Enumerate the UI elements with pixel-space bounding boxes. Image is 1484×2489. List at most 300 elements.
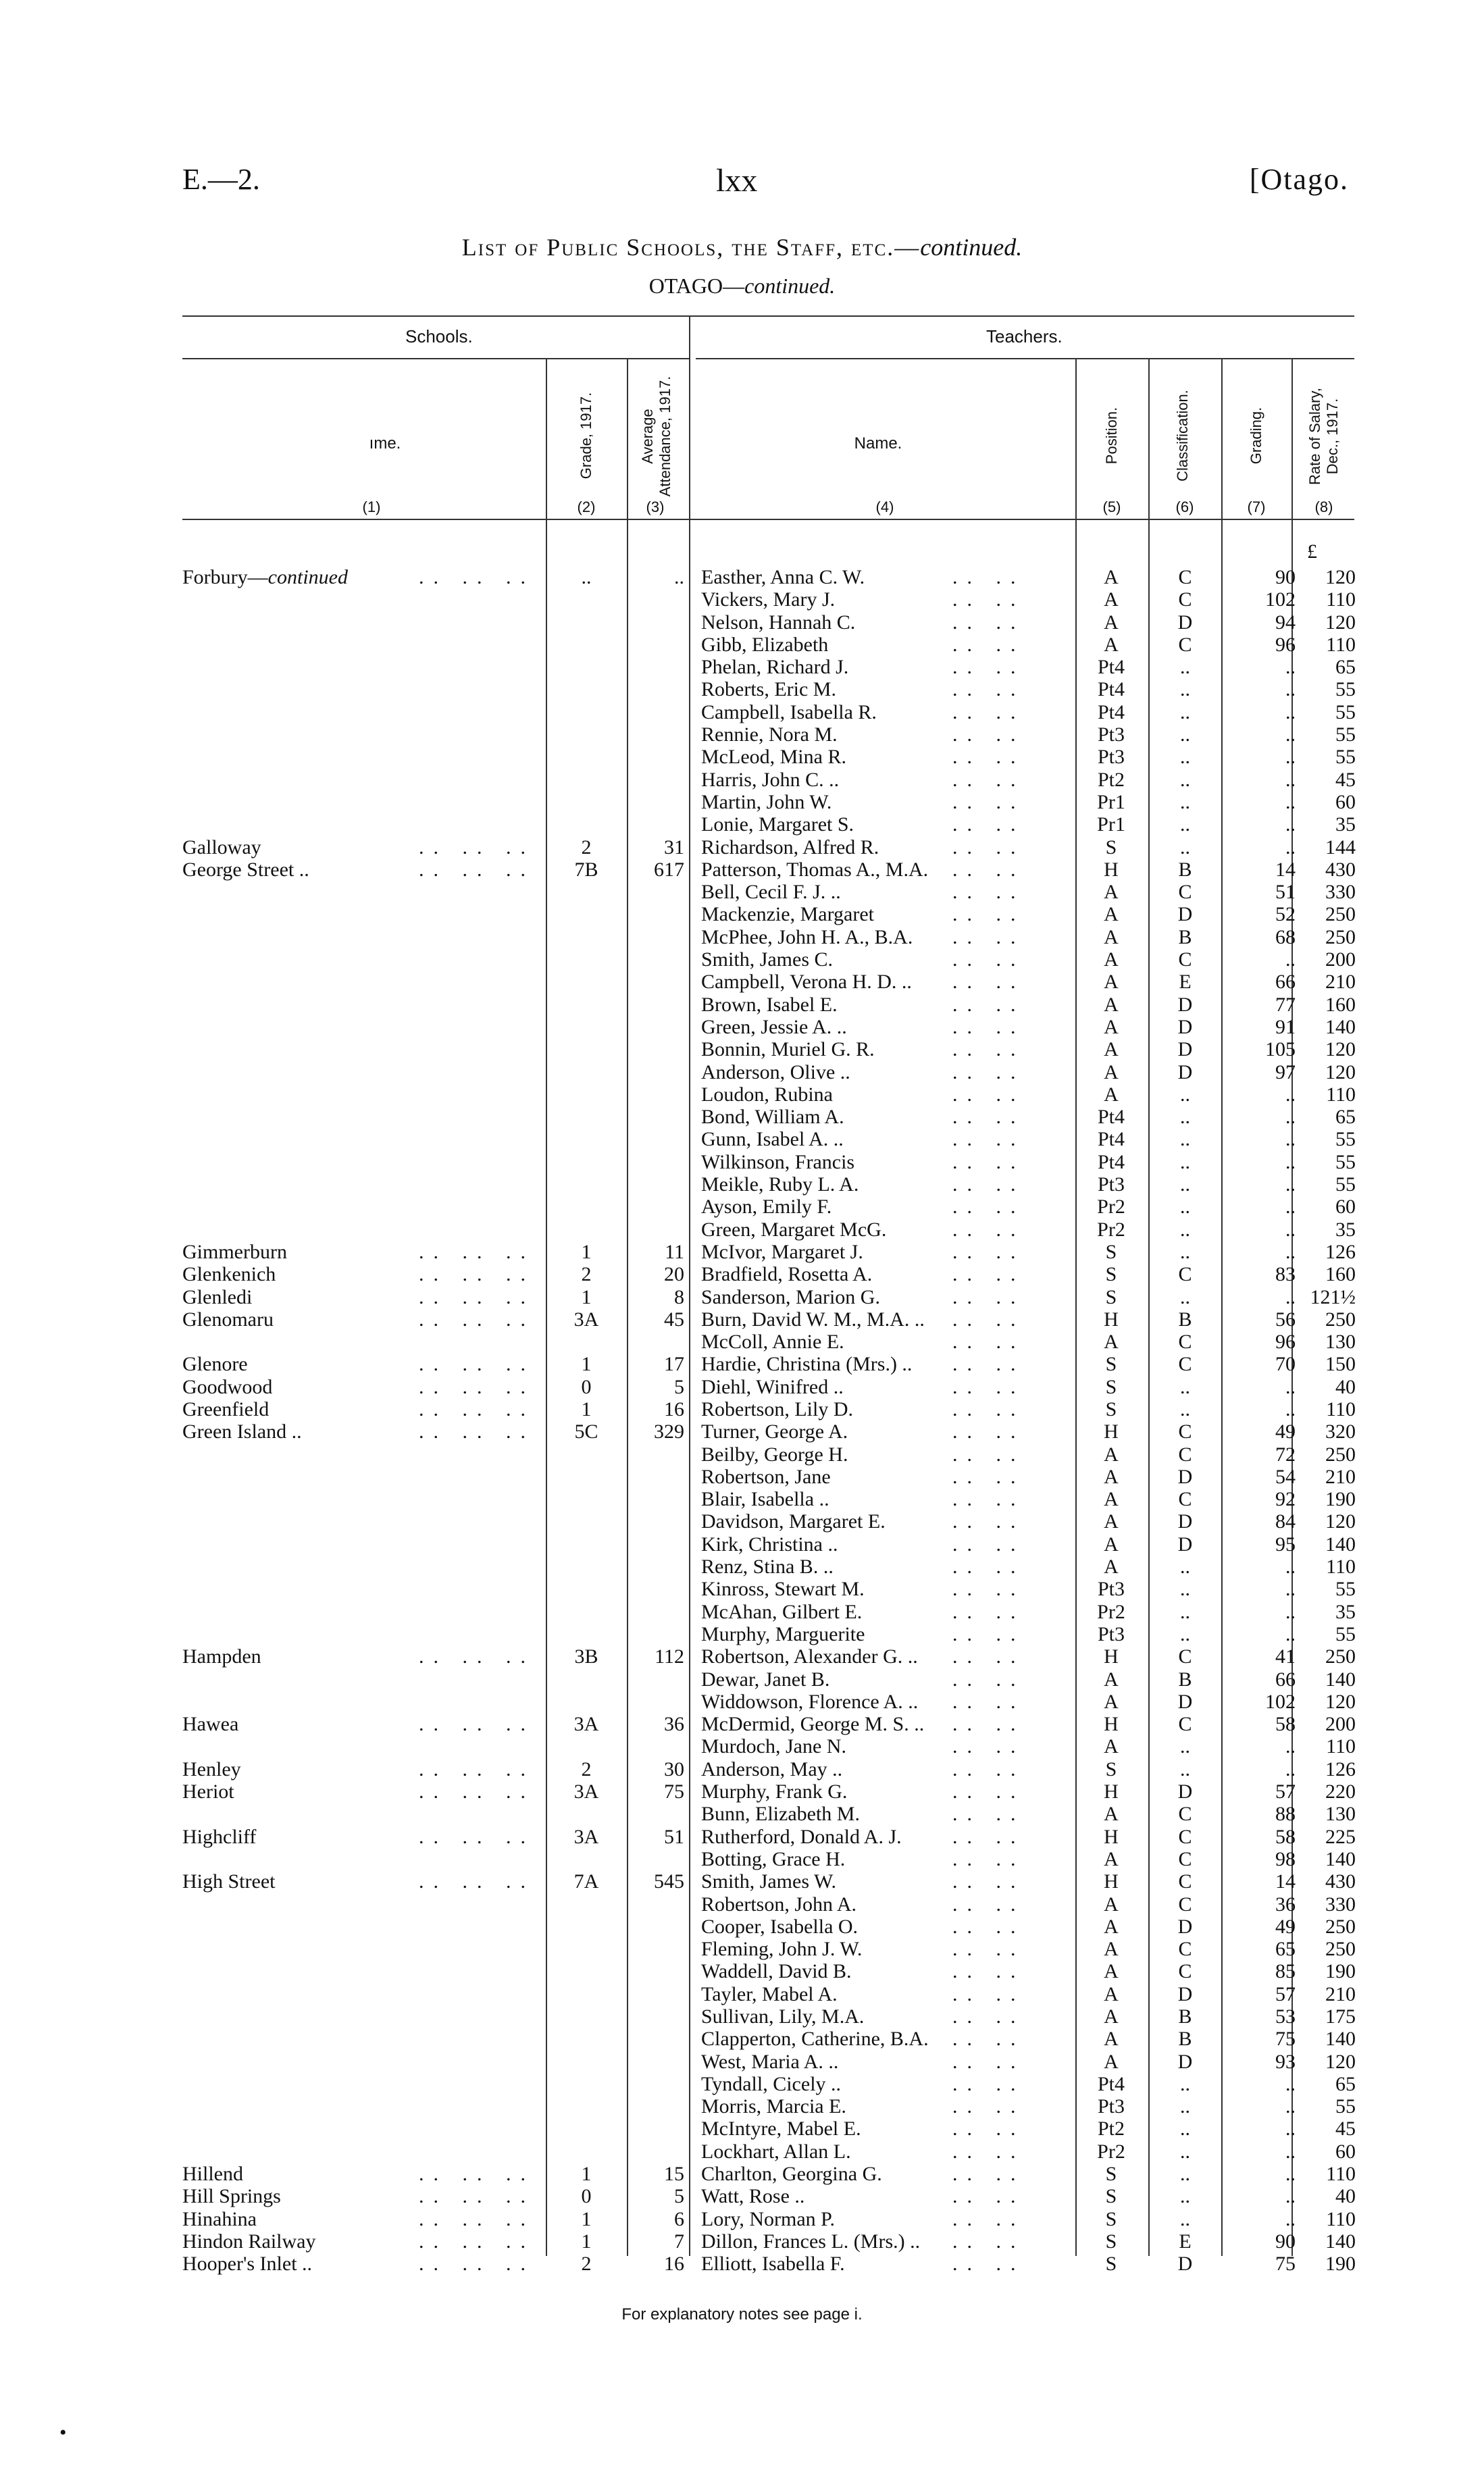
table-row bbox=[0, 1623, 1484, 1645]
teacher-classification: .. bbox=[1180, 813, 1190, 836]
school-grade: 0 bbox=[581, 1375, 592, 1398]
teacher-position: Pt2 bbox=[1097, 2118, 1125, 2140]
salary-rate: 250 bbox=[1325, 1308, 1356, 1331]
salary-rate: 120 bbox=[1325, 566, 1356, 588]
leader-dots: .. .. bbox=[952, 1690, 1025, 1713]
salary-rate: 55 bbox=[1335, 700, 1356, 723]
school-name: George Street .. bbox=[182, 858, 309, 881]
teacher-position: H bbox=[1104, 1713, 1119, 1736]
teacher-position: A bbox=[1104, 1488, 1119, 1511]
leader-dots: .. .. bbox=[952, 1375, 1025, 1398]
teacher-name: West, Maria A. .. bbox=[701, 2050, 839, 2073]
leader-dots: .. .. bbox=[952, 1622, 1025, 1645]
salary-rate: 140 bbox=[1325, 2028, 1356, 2051]
school-name: High Street bbox=[182, 1870, 276, 1893]
table-row bbox=[0, 1826, 1484, 1848]
table-row bbox=[0, 2051, 1484, 2073]
column-number: (4) bbox=[875, 498, 894, 515]
school-name: Goodwood bbox=[182, 1375, 273, 1398]
leader-dots: .. .. bbox=[952, 2095, 1025, 2118]
salary-rate: 210 bbox=[1325, 971, 1356, 994]
teacher-classification: .. bbox=[1180, 1106, 1190, 1129]
teacher-name: Burn, David W. M., M.A. .. bbox=[701, 1308, 925, 1331]
table-row bbox=[0, 1376, 1484, 1398]
teacher-name: Bunn, Elizabeth M. bbox=[701, 1803, 860, 1826]
teacher-position: Pt4 bbox=[1097, 2072, 1125, 2095]
salary-rate: 120 bbox=[1325, 1510, 1356, 1533]
table-row bbox=[0, 1713, 1484, 1735]
column-number: (7) bbox=[1247, 498, 1266, 515]
salary-rate: 160 bbox=[1325, 993, 1356, 1016]
schools-group-heading: Schools. bbox=[405, 326, 473, 347]
teacher-name: Tayler, Mabel A. bbox=[701, 1982, 838, 2005]
teacher-grading: .. bbox=[1285, 790, 1296, 813]
teacher-position: Pr2 bbox=[1097, 2140, 1125, 2163]
page-title bbox=[0, 233, 1484, 261]
leader-dots: .. .. .. bbox=[419, 2185, 535, 2208]
leader-dots: .. .. bbox=[952, 1960, 1025, 1983]
teacher-position: A bbox=[1104, 1668, 1119, 1691]
teacher-position: A bbox=[1104, 1915, 1119, 1938]
table-row bbox=[0, 678, 1484, 700]
leader-dots: .. .. bbox=[952, 1106, 1025, 1129]
salary-rate: 35 bbox=[1335, 813, 1356, 836]
teacher-position: Pt4 bbox=[1097, 656, 1125, 679]
teacher-position: A bbox=[1104, 588, 1119, 611]
teacher-classification: D bbox=[1177, 1533, 1193, 1556]
leader-dots: .. .. .. bbox=[419, 2230, 535, 2253]
teacher-grading: .. bbox=[1285, 2140, 1296, 2163]
page-subtitle-continued: continued. bbox=[744, 274, 836, 298]
school-name: Glenledi bbox=[182, 1285, 253, 1308]
teacher-classification: .. bbox=[1180, 700, 1190, 723]
teacher-classification: .. bbox=[1180, 746, 1190, 769]
average-attendance: 15 bbox=[664, 2163, 684, 2186]
table-row bbox=[0, 1780, 1484, 1803]
salary-rate: 144 bbox=[1325, 836, 1356, 858]
teacher-grading: 41 bbox=[1275, 1645, 1296, 1668]
teacher-position: A bbox=[1104, 1015, 1119, 1038]
teacher-grading: .. bbox=[1285, 656, 1296, 679]
teacher-classification: .. bbox=[1180, 2095, 1190, 2118]
table-row bbox=[0, 1106, 1484, 1128]
school-grade: 0 bbox=[581, 2185, 592, 2208]
average-attendance: 5 bbox=[674, 2185, 684, 2208]
teacher-classification: C bbox=[1178, 881, 1192, 904]
region-label: [Otago. bbox=[1249, 163, 1349, 196]
teacher-grading: .. bbox=[1285, 746, 1296, 769]
table-row bbox=[0, 1218, 1484, 1241]
teacher-name: Widdowson, Florence A. .. bbox=[701, 1690, 919, 1713]
teacher-grading: 88 bbox=[1275, 1803, 1296, 1826]
school-grade: 2 bbox=[581, 836, 592, 858]
table-row bbox=[0, 588, 1484, 611]
teacher-classification: C bbox=[1178, 1420, 1192, 1443]
teacher-grading: 72 bbox=[1275, 1443, 1296, 1466]
school-name: Forbury—continued bbox=[182, 566, 348, 588]
teacher-position: A bbox=[1104, 633, 1119, 656]
school-grade: 3B bbox=[574, 1645, 598, 1668]
salary-rate: 110 bbox=[1326, 633, 1356, 656]
teacher-name: Watt, Rose .. bbox=[701, 2185, 805, 2208]
teacher-name: Robertson, John A. bbox=[701, 1893, 857, 1916]
salary-rate: 110 bbox=[1326, 1083, 1356, 1106]
teacher-classification: .. bbox=[1180, 2140, 1190, 2163]
teacher-classification: .. bbox=[1180, 678, 1190, 701]
salary-rate: 126 bbox=[1325, 1240, 1356, 1263]
salary-rate: 126 bbox=[1325, 1757, 1356, 1780]
teacher-position: H bbox=[1104, 1825, 1119, 1848]
salary-rate: 45 bbox=[1335, 768, 1356, 791]
teacher-classification: .. bbox=[1180, 656, 1190, 679]
column-number: (8) bbox=[1314, 498, 1333, 515]
teacher-classification: D bbox=[1177, 1982, 1193, 2005]
teacher-grading: 75 bbox=[1275, 2253, 1296, 2276]
leader-dots: .. .. bbox=[952, 948, 1025, 971]
school-name: Hinahina bbox=[182, 2207, 257, 2230]
teacher-grading: 51 bbox=[1275, 881, 1296, 904]
leader-dots: .. .. .. bbox=[419, 1375, 535, 1398]
average-attendance: 617 bbox=[654, 858, 684, 881]
teacher-position: Pr2 bbox=[1097, 1218, 1125, 1241]
teacher-position: Pt4 bbox=[1097, 700, 1125, 723]
teacher-grading: 94 bbox=[1275, 611, 1296, 634]
teacher-name: Kirk, Christina .. bbox=[701, 1533, 838, 1556]
leader-dots: .. .. .. bbox=[419, 2207, 535, 2230]
school-name: Hooper's Inlet .. bbox=[182, 2253, 313, 2276]
leader-dots: .. .. bbox=[952, 588, 1025, 611]
page-title-main: List of Public Schools, the Staff, etc.— bbox=[461, 234, 921, 261]
school-grade: 2 bbox=[581, 1263, 592, 1286]
salary-rate: 65 bbox=[1335, 2072, 1356, 2095]
table-row bbox=[0, 881, 1484, 903]
salary-rate: 55 bbox=[1335, 678, 1356, 701]
teacher-position: H bbox=[1104, 1870, 1119, 1893]
teacher-position: Pt4 bbox=[1097, 1128, 1125, 1151]
table-row bbox=[0, 2208, 1484, 2230]
teacher-position: A bbox=[1104, 611, 1119, 634]
teacher-grading: 54 bbox=[1275, 1465, 1296, 1488]
leader-dots: .. .. bbox=[952, 881, 1025, 904]
teacher-grading: .. bbox=[1285, 948, 1296, 971]
teacher-grading: 105 bbox=[1265, 1038, 1296, 1061]
teacher-grading: 95 bbox=[1275, 1533, 1296, 1556]
school-name: Glenomaru bbox=[182, 1308, 274, 1331]
teacher-name: Green, Jessie A. .. bbox=[701, 1015, 847, 1038]
teacher-classification: C bbox=[1178, 1938, 1192, 1961]
school-name: Hindon Railway bbox=[182, 2230, 316, 2253]
school-grade: 1 bbox=[581, 2230, 592, 2253]
salary-rate: 65 bbox=[1335, 1106, 1356, 1129]
salary-rate: 110 bbox=[1326, 588, 1356, 611]
leader-dots: .. .. bbox=[952, 1420, 1025, 1443]
average-attendance: 5 bbox=[674, 1375, 684, 1398]
teacher-classification: C bbox=[1178, 1825, 1192, 1848]
leader-dots: .. .. bbox=[952, 2185, 1025, 2208]
teacher-grading: 66 bbox=[1275, 971, 1296, 994]
teacher-position: Pt2 bbox=[1097, 768, 1125, 791]
leader-dots: .. .. bbox=[952, 1510, 1025, 1533]
teacher-position: A bbox=[1104, 1556, 1119, 1579]
school-name: Glenore bbox=[182, 1353, 248, 1376]
salary-rate: 140 bbox=[1325, 2230, 1356, 2253]
salary-rate: 200 bbox=[1325, 948, 1356, 971]
average-attendance: 16 bbox=[664, 2253, 684, 2276]
salary-rate: 210 bbox=[1325, 1465, 1356, 1488]
table-row bbox=[0, 1668, 1484, 1691]
teacher-name: Loudon, Rubina bbox=[701, 1083, 833, 1106]
leader-dots: .. .. .. bbox=[419, 1397, 535, 1420]
teacher-grading: .. bbox=[1285, 1285, 1296, 1308]
table-row bbox=[0, 2185, 1484, 2207]
teacher-name: McPhee, John H. A., B.A. bbox=[701, 925, 913, 948]
teacher-position: A bbox=[1104, 1893, 1119, 1916]
teacher-name: Robertson, Jane bbox=[701, 1465, 831, 1488]
teacher-grading: 52 bbox=[1275, 903, 1296, 926]
teacher-name: McLeod, Mina R. bbox=[701, 746, 846, 769]
teacher-classification: C bbox=[1178, 1488, 1192, 1511]
teacher-position: A bbox=[1104, 1331, 1119, 1354]
teacher-name: McAhan, Gilbert E. bbox=[701, 1600, 863, 1623]
teacher-name: Green, Margaret McG. bbox=[701, 1218, 887, 1241]
table-row bbox=[0, 1398, 1484, 1420]
salary-rate: 110 bbox=[1326, 1556, 1356, 1579]
teacher-classification: C bbox=[1178, 588, 1192, 611]
leader-dots: .. .. bbox=[952, 1533, 1025, 1556]
salary-rate: 330 bbox=[1325, 1893, 1356, 1916]
teacher-classification: C bbox=[1178, 1847, 1192, 1870]
teacher-grading: .. bbox=[1285, 1173, 1296, 1196]
teacher-name: McDermid, George M. S. .. bbox=[701, 1713, 925, 1736]
salary-rate: 110 bbox=[1326, 1735, 1356, 1758]
teacher-position: Pt4 bbox=[1097, 1150, 1125, 1173]
table-row bbox=[0, 1983, 1484, 2005]
leader-dots: .. .. bbox=[952, 2207, 1025, 2230]
table-row bbox=[0, 2005, 1484, 2028]
teacher-name: Gibb, Elizabeth bbox=[701, 633, 829, 656]
teacher-classification: C bbox=[1178, 1803, 1192, 1826]
teacher-grading: .. bbox=[1285, 1578, 1296, 1601]
teacher-classification: C bbox=[1178, 948, 1192, 971]
page-title-continued: continued. bbox=[920, 234, 1023, 261]
average-attendance: 16 bbox=[664, 1397, 684, 1420]
average-attendance: 11 bbox=[665, 1240, 684, 1263]
table-row bbox=[0, 1645, 1484, 1668]
teacher-position: Pt4 bbox=[1097, 1106, 1125, 1129]
teacher-name: Blair, Isabella .. bbox=[701, 1488, 829, 1511]
leader-dots: .. .. bbox=[952, 1038, 1025, 1061]
average-attendance: 8 bbox=[674, 1285, 684, 1308]
salary-rate: 55 bbox=[1335, 1173, 1356, 1196]
teacher-grading: 102 bbox=[1265, 588, 1296, 611]
teacher-name: Dillon, Frances L. (Mrs.) .. bbox=[701, 2230, 921, 2253]
leader-dots: .. .. bbox=[952, 633, 1025, 656]
teacher-name: Bond, William A. bbox=[701, 1106, 844, 1129]
teacher-grading: .. bbox=[1285, 836, 1296, 858]
salary-rate: 250 bbox=[1325, 925, 1356, 948]
teacher-grading: 84 bbox=[1275, 1510, 1296, 1533]
teacher-classification: D bbox=[1177, 1915, 1193, 1938]
teacher-classification: .. bbox=[1180, 1173, 1190, 1196]
table-row bbox=[0, 1038, 1484, 1060]
teacher-name: Patterson, Thomas A., M.A. bbox=[701, 858, 929, 881]
teacher-position: A bbox=[1104, 2028, 1119, 2051]
school-grade: 3A bbox=[573, 1825, 599, 1848]
teacher-classification: .. bbox=[1180, 2072, 1190, 2095]
leader-dots: .. .. bbox=[952, 678, 1025, 701]
teacher-position: S bbox=[1105, 2207, 1117, 2230]
teacher-grading: .. bbox=[1285, 1735, 1296, 1758]
teacher-classification: E bbox=[1179, 2230, 1192, 2253]
teacher-position: A bbox=[1104, 1465, 1119, 1488]
teacher-grading: .. bbox=[1285, 1600, 1296, 1623]
teacher-grading: .. bbox=[1285, 1622, 1296, 1645]
teacher-grading: 85 bbox=[1275, 1960, 1296, 1983]
teacher-classification: .. bbox=[1180, 1735, 1190, 1758]
teacher-grading: .. bbox=[1285, 1218, 1296, 1241]
teacher-grading: .. bbox=[1285, 2095, 1296, 2118]
average-attendance: 17 bbox=[664, 1353, 684, 1376]
leader-dots: .. .. .. bbox=[419, 1825, 535, 1848]
leader-dots: .. .. bbox=[952, 1397, 1025, 1420]
table-row bbox=[0, 1916, 1484, 1938]
teacher-position: A bbox=[1104, 1533, 1119, 1556]
school-grade: 2 bbox=[581, 2253, 592, 2276]
teacher-position: A bbox=[1104, 1847, 1119, 1870]
salary-rate: 40 bbox=[1335, 1375, 1356, 1398]
school-grade: 1 bbox=[581, 2163, 592, 2186]
teacher-position: Pt3 bbox=[1097, 1173, 1125, 1196]
leader-dots: .. .. bbox=[952, 1668, 1025, 1691]
salary-rate: 65 bbox=[1335, 656, 1356, 679]
teacher-classification: C bbox=[1178, 1960, 1192, 1983]
teacher-classification: C bbox=[1178, 1645, 1192, 1668]
salary-rate: 430 bbox=[1325, 858, 1356, 881]
table-row bbox=[0, 656, 1484, 678]
leader-dots: .. .. bbox=[952, 2028, 1025, 2051]
teacher-name: Easther, Anna C. W. bbox=[701, 566, 865, 588]
grade-heading: Grade, 1917. bbox=[578, 392, 594, 480]
teacher-grading: .. bbox=[1285, 768, 1296, 791]
grading-heading: Grading. bbox=[1248, 407, 1264, 465]
table-row bbox=[0, 1286, 1484, 1308]
salary-rate: 430 bbox=[1325, 1870, 1356, 1893]
teacher-grading: .. bbox=[1285, 700, 1296, 723]
teacher-position: A bbox=[1104, 948, 1119, 971]
leader-dots: .. .. bbox=[952, 1218, 1025, 1241]
table-top-rule bbox=[182, 315, 1354, 317]
teacher-name: Fleming, John J. W. bbox=[701, 1938, 863, 1961]
salary-rate: 55 bbox=[1335, 746, 1356, 769]
leader-dots: .. .. bbox=[952, 1263, 1025, 1286]
teacher-name: Elliott, Isabella F. bbox=[701, 2253, 845, 2276]
leader-dots: .. .. bbox=[952, 1196, 1025, 1218]
teacher-name: Rennie, Nora M. bbox=[701, 723, 838, 746]
teacher-position: A bbox=[1104, 1690, 1119, 1713]
teacher-grading: 36 bbox=[1275, 1893, 1296, 1916]
teacher-grading: .. bbox=[1285, 1556, 1296, 1579]
salary-rate: 130 bbox=[1325, 1331, 1356, 1354]
teacher-name: McIntyre, Mabel E. bbox=[701, 2118, 861, 2140]
salary-rate: 140 bbox=[1325, 1015, 1356, 1038]
teacher-grading: 91 bbox=[1275, 1015, 1296, 1038]
table-row bbox=[0, 566, 1484, 588]
salary-rate: 120 bbox=[1325, 611, 1356, 634]
leader-dots: .. .. .. bbox=[419, 1353, 535, 1376]
teacher-grading: 102 bbox=[1265, 1690, 1296, 1713]
teacher-classification: D bbox=[1177, 903, 1193, 926]
leader-dots: .. .. bbox=[952, 768, 1025, 791]
teacher-position: Pt3 bbox=[1097, 1578, 1125, 1601]
leader-dots: .. .. bbox=[952, 1893, 1025, 1916]
teacher-grading: .. bbox=[1285, 1083, 1296, 1106]
teacher-name: Lory, Norman P. bbox=[701, 2207, 836, 2230]
average-attendance: 75 bbox=[664, 1780, 684, 1803]
teacher-grading: 75 bbox=[1275, 2028, 1296, 2051]
table-row bbox=[0, 1691, 1484, 1713]
salary-rate: 45 bbox=[1335, 2118, 1356, 2140]
teacher-name: Botting, Grace H. bbox=[701, 1847, 846, 1870]
teacher-grading: .. bbox=[1285, 1196, 1296, 1218]
salary-rate: 60 bbox=[1335, 1196, 1356, 1218]
table-row bbox=[0, 1803, 1484, 1825]
teacher-position: A bbox=[1104, 993, 1119, 1016]
teacher-position: A bbox=[1104, 903, 1119, 926]
teacher-classification: .. bbox=[1180, 1285, 1190, 1308]
leader-dots: .. .. bbox=[952, 1556, 1025, 1579]
page-number: lxx bbox=[716, 163, 758, 199]
school-name: Glenkenich bbox=[182, 1263, 276, 1286]
leader-dots: .. .. bbox=[952, 746, 1025, 769]
salary-rate: 250 bbox=[1325, 903, 1356, 926]
leader-dots: .. .. bbox=[952, 2118, 1025, 2140]
table-row bbox=[0, 2140, 1484, 2163]
table-row bbox=[0, 1083, 1484, 1106]
teacher-name: Martin, John W. bbox=[701, 790, 832, 813]
leader-dots: .. .. bbox=[952, 1600, 1025, 1623]
teacher-position: H bbox=[1104, 1308, 1119, 1331]
average-attendance: 36 bbox=[664, 1713, 684, 1736]
salary-rate: 55 bbox=[1335, 1150, 1356, 1173]
leader-dots: .. .. bbox=[952, 1150, 1025, 1173]
leader-dots: .. .. bbox=[952, 1735, 1025, 1758]
teacher-grading: .. bbox=[1285, 1128, 1296, 1151]
salary-rate: 250 bbox=[1325, 1915, 1356, 1938]
teacher-classification: D bbox=[1177, 993, 1193, 1016]
teacher-classification: .. bbox=[1180, 1578, 1190, 1601]
leader-dots: .. .. bbox=[952, 2005, 1025, 2028]
teacher-name: Nelson, Hannah C. bbox=[701, 611, 856, 634]
teacher-position: A bbox=[1104, 1060, 1119, 1083]
teacher-grading: 77 bbox=[1275, 993, 1296, 1016]
column-number: (3) bbox=[646, 498, 665, 515]
teacher-grading: 58 bbox=[1275, 1713, 1296, 1736]
leader-dots: .. .. bbox=[952, 656, 1025, 679]
table-row bbox=[0, 2118, 1484, 2140]
teacher-classification: .. bbox=[1180, 1622, 1190, 1645]
leader-dots: .. .. bbox=[952, 2050, 1025, 2073]
teacher-name: Sanderson, Marion G. bbox=[701, 1285, 880, 1308]
salary-rate: 55 bbox=[1335, 723, 1356, 746]
teacher-grading: 93 bbox=[1275, 2050, 1296, 2073]
teacher-position: S bbox=[1105, 836, 1117, 858]
salary-rate: 190 bbox=[1325, 1488, 1356, 1511]
teacher-position: S bbox=[1105, 2253, 1117, 2276]
average-attendance: 329 bbox=[654, 1420, 684, 1443]
table-row bbox=[0, 1533, 1484, 1556]
table-row bbox=[0, 858, 1484, 881]
school-grade: 5C bbox=[574, 1420, 598, 1443]
